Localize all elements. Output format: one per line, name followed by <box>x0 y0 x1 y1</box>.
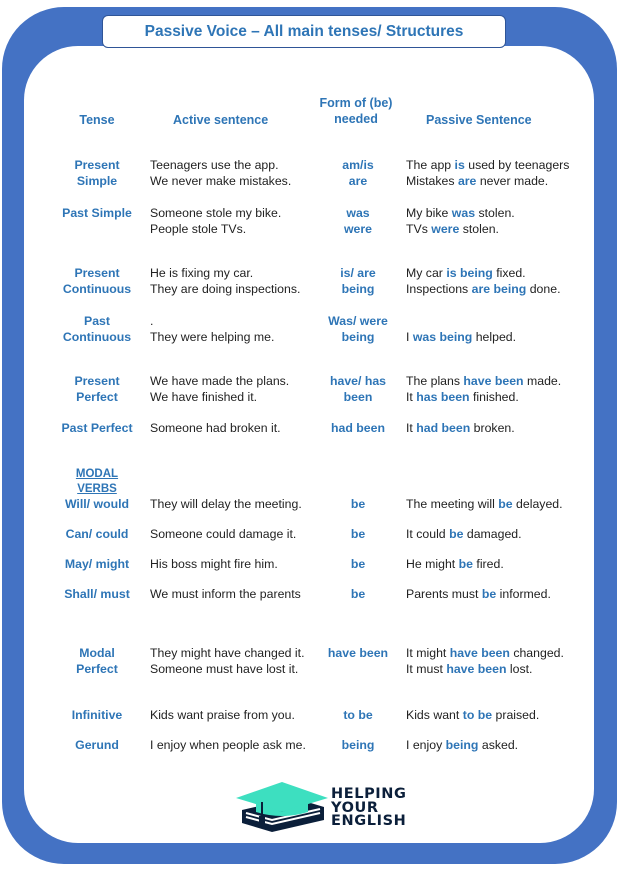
passive-verb: is <box>454 158 465 172</box>
passive-text: It might <box>406 646 450 660</box>
active-cell <box>150 586 301 602</box>
page-title-text: Passive Voice – All main tenses/ Structures <box>144 22 464 40</box>
passive-verb: have been <box>449 646 510 660</box>
tense-line: Continuous <box>62 282 132 296</box>
header-form <box>306 95 406 127</box>
passive-text: used by teenagers <box>464 158 570 172</box>
passive-cell <box>406 707 539 723</box>
passive-text: TVs <box>406 222 432 236</box>
passive-verb: had been <box>416 421 471 435</box>
form-line: being <box>341 738 375 752</box>
passive-cell <box>406 645 564 677</box>
tense-cell <box>47 645 147 677</box>
passive-cell <box>406 556 504 572</box>
passive-cell <box>406 205 515 237</box>
passive-cell <box>406 157 569 189</box>
passive-verb: are <box>457 174 477 188</box>
active-line: They will delay the meeting. <box>150 497 302 511</box>
tense-line: Present <box>74 374 120 388</box>
passive-verb: is being <box>446 266 493 280</box>
active-cell <box>150 420 281 436</box>
active-line: Someone must have lost it. <box>150 662 299 676</box>
active-line: . <box>150 314 154 328</box>
form-cell <box>308 737 408 753</box>
passive-line <box>406 389 561 405</box>
passive-text: I <box>406 330 413 344</box>
passive-line <box>406 737 518 753</box>
active-line: They might have changed it. <box>150 646 305 660</box>
form-line: to be <box>343 708 373 722</box>
tense-cell <box>47 526 147 542</box>
form-line: being <box>341 282 375 296</box>
header-tense: Tense <box>79 113 115 127</box>
passive-line <box>406 496 563 512</box>
passive-line <box>406 373 561 389</box>
modal-verbs-line: MODAL <box>75 468 119 480</box>
active-cell <box>150 645 305 677</box>
passive-text: It must <box>406 662 447 676</box>
passive-text: done. <box>526 282 561 296</box>
tense-cell <box>47 420 147 436</box>
active-cell <box>150 707 295 723</box>
passive-verb: be <box>449 527 464 541</box>
active-line: We must inform the parents <box>150 587 301 601</box>
passive-verb: be <box>458 557 473 571</box>
header-form-line: needed <box>334 112 378 126</box>
form-cell <box>308 205 408 237</box>
passive-text: It <box>406 390 417 404</box>
form-cell <box>308 265 408 297</box>
passive-cell <box>406 265 561 297</box>
passive-text: The plans <box>406 374 464 388</box>
passive-cell <box>406 586 551 602</box>
active-cell <box>150 157 291 189</box>
form-line: have/ has <box>329 374 387 388</box>
passive-line <box>406 661 564 677</box>
tense-line: Gerund <box>75 738 119 752</box>
active-cell <box>150 556 278 572</box>
active-cell <box>150 205 281 237</box>
passive-verb: have been <box>463 374 524 388</box>
tense-line: Present <box>74 158 120 172</box>
form-line: be <box>350 587 366 601</box>
form-line: be <box>350 527 366 541</box>
passive-line <box>406 645 564 661</box>
tense-line: Shall/ must <box>64 587 130 601</box>
passive-line <box>406 173 569 189</box>
passive-text: stolen. <box>475 206 515 220</box>
passive-text: My bike <box>406 206 452 220</box>
form-cell <box>308 645 408 661</box>
form-line: am/is <box>342 158 374 172</box>
tense-cell <box>47 707 147 723</box>
header-active: Active sentence <box>173 113 269 127</box>
form-line: be <box>350 557 366 571</box>
passive-line <box>406 313 516 329</box>
active-line: He is fixing my car. <box>150 266 254 280</box>
passive-line <box>406 205 515 221</box>
active-cell <box>150 496 302 512</box>
passive-text: delayed. <box>512 497 563 511</box>
passive-text: damaged. <box>463 527 522 541</box>
active-line: I enjoy when people ask me. <box>150 738 306 752</box>
passive-verb: being <box>445 738 479 752</box>
tense-cell <box>47 205 147 221</box>
form-cell <box>308 556 408 572</box>
active-line: Someone stole my bike. <box>150 206 282 220</box>
passive-verb: was <box>451 206 476 220</box>
passive-verb: have been <box>446 662 507 676</box>
passive-text: The app <box>406 158 455 172</box>
passive-text: My car <box>406 266 447 280</box>
form-line: had been <box>331 421 385 435</box>
form-cell <box>308 313 408 345</box>
header-passive: Passive Sentence <box>426 113 532 127</box>
tense-line: Modal <box>79 646 115 660</box>
passive-text: Parents must <box>406 587 482 601</box>
modal-verbs-line: VERBS <box>77 483 117 495</box>
tense-cell <box>47 556 147 572</box>
passive-text: Kids want <box>406 708 463 722</box>
passive-line <box>406 556 504 572</box>
passive-text: It <box>406 421 417 435</box>
tense-line: May/ might <box>64 557 130 571</box>
form-line: was <box>346 206 370 220</box>
active-line: We have made the plans. <box>150 374 290 388</box>
page-title <box>102 15 506 48</box>
passive-cell <box>406 496 563 512</box>
passive-text: made. <box>523 374 562 388</box>
passive-line <box>406 221 515 237</box>
tense-cell <box>47 265 147 297</box>
passive-verb: are being <box>471 282 527 296</box>
passive-verb: has been <box>416 390 470 404</box>
form-line: are <box>348 174 368 188</box>
active-line: We never make mistakes. <box>150 174 292 188</box>
passive-cell <box>406 373 561 405</box>
tense-line: Infinitive <box>71 708 123 722</box>
passive-line <box>406 329 516 345</box>
passive-cell <box>406 737 518 753</box>
passive-text: asked. <box>478 738 519 752</box>
active-line: People stole TVs. <box>150 222 247 236</box>
passive-text: I enjoy <box>406 738 446 752</box>
active-line: They are doing inspections. <box>150 282 301 296</box>
form-line: being <box>341 330 375 344</box>
active-line: Someone had broken it. <box>150 421 281 435</box>
tense-line: Perfect <box>76 390 118 404</box>
passive-verb: to be <box>462 708 493 722</box>
passive-text: never made. <box>476 174 549 188</box>
tense-line: Simple <box>76 174 118 188</box>
passive-cell <box>406 526 522 542</box>
form-line: been <box>343 390 373 404</box>
passive-line <box>406 526 522 542</box>
active-cell <box>150 526 296 542</box>
passive-verb: be <box>481 587 497 601</box>
passive-verb: was being <box>412 330 473 344</box>
passive-text: lost. <box>506 662 533 676</box>
passive-text: Mistakes <box>406 174 458 188</box>
passive-text: informed. <box>496 587 551 601</box>
tense-line: Will/ would <box>64 497 130 511</box>
form-line: were <box>343 222 373 236</box>
passive-cell <box>406 420 515 436</box>
form-line: is/ are <box>340 266 376 280</box>
form-line: be <box>350 497 366 511</box>
passive-text: broken. <box>470 421 515 435</box>
active-line: Someone could damage it. <box>150 527 297 541</box>
tense-cell <box>47 586 147 602</box>
tense-cell <box>47 373 147 405</box>
tense-line: Past Simple <box>62 206 132 220</box>
passive-line <box>406 707 539 723</box>
passive-line <box>406 281 561 297</box>
logo-wordmark <box>331 788 407 829</box>
form-cell <box>308 586 408 602</box>
passive-text: finished. <box>469 390 519 404</box>
tense-line: Perfect <box>76 662 118 676</box>
passive-line <box>406 157 569 173</box>
form-cell <box>308 526 408 542</box>
tense-line: Past Perfect <box>61 421 133 435</box>
passive-text: fired. <box>472 557 504 571</box>
form-line: have been <box>327 646 389 660</box>
passive-text: Inspections <box>406 282 472 296</box>
active-line: His boss might fire him. <box>150 557 278 571</box>
header-form-line: Form of (be) <box>319 96 393 110</box>
passive-text: It could <box>406 527 450 541</box>
tense-cell <box>47 313 147 345</box>
active-cell <box>150 265 300 297</box>
tense-cell <box>47 496 147 512</box>
passive-text: He might <box>406 557 459 571</box>
form-cell <box>308 157 408 189</box>
passive-line <box>406 586 551 602</box>
logo-line: YOUR <box>331 799 379 816</box>
active-line: We have finished it. <box>150 390 258 404</box>
active-cell <box>150 737 306 753</box>
passive-line <box>406 420 515 436</box>
passive-text: praised. <box>492 708 540 722</box>
active-line: They were helping me. <box>150 330 275 344</box>
passive-line <box>406 265 561 281</box>
passive-text: fixed. <box>492 266 526 280</box>
passive-verb: were <box>431 222 460 236</box>
tense-cell <box>47 737 147 753</box>
tense-line: Continuous <box>62 330 132 344</box>
logo-line: ENGLISH <box>331 813 407 829</box>
passive-text: changed. <box>509 646 564 660</box>
tense-cell <box>47 157 147 189</box>
tense-line: Past <box>84 314 110 328</box>
passive-text: helped. <box>472 330 517 344</box>
passive-text: The meeting will <box>406 497 499 511</box>
tense-line: Present <box>74 266 120 280</box>
form-line: Was/ were <box>328 314 388 328</box>
tense-line: Can/ could <box>65 527 129 541</box>
form-cell <box>308 707 408 723</box>
active-cell <box>150 313 274 345</box>
form-cell <box>308 420 408 436</box>
modal-verbs-heading <box>47 467 147 497</box>
active-cell <box>150 373 289 405</box>
passive-text: stolen. <box>459 222 499 236</box>
active-line: Kids want praise from you. <box>150 708 295 722</box>
form-cell <box>308 373 408 405</box>
logo-line: HELPING <box>331 786 407 802</box>
active-line: Teenagers use the app. <box>150 158 279 172</box>
passive-verb: be <box>498 497 513 511</box>
form-cell <box>308 496 408 512</box>
passive-cell <box>406 313 516 345</box>
